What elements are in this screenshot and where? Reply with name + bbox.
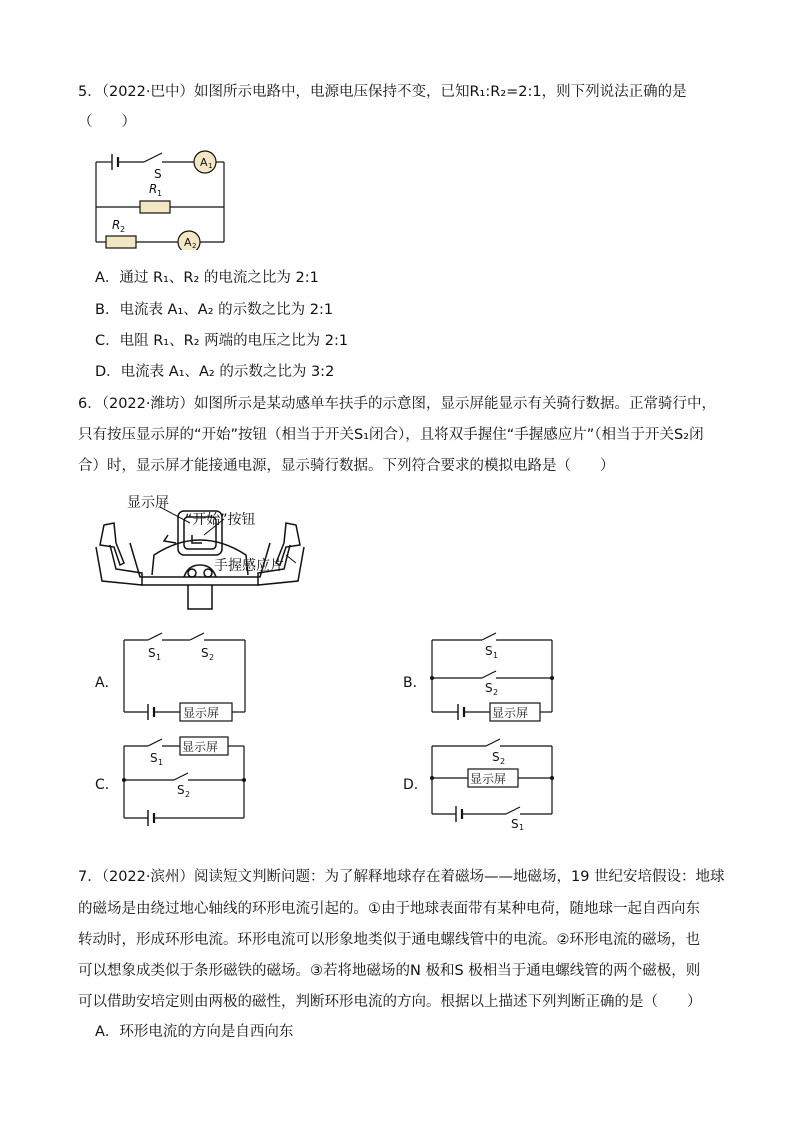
r1-label: R	[149, 182, 158, 196]
q6-option-a-label: A．	[95, 675, 119, 691]
q5-option-b: B．电流表 A₁、A₂ 的示数之比为 2:1	[95, 302, 334, 318]
svg-text:2: 2	[185, 790, 191, 799]
svg-text:S: S	[150, 751, 158, 765]
svg-text:A: A	[184, 236, 192, 249]
ammeter-a2	[178, 231, 200, 250]
svg-text:2: 2	[500, 757, 506, 766]
q6-option-b-label: B．	[403, 675, 427, 691]
q5-option-c: C．电阻 R₁、R₂ 两端的电压之比为 2:1	[95, 333, 349, 349]
q5-option-a: A．通过 R₁、R₂ 的电流之比为 2:1	[95, 270, 319, 286]
svg-text:显示屏: 显示屏	[182, 740, 219, 754]
svg-text:显示屏: 显示屏	[470, 772, 507, 786]
svg-text:S: S	[485, 644, 493, 658]
svg-text:1: 1	[493, 651, 499, 660]
svg-text:显示屏: 显示屏	[492, 706, 529, 720]
q6-stem-line3: 合）时，显示屏才能接通电源，显示骑行数据。下列符合要求的模拟电路是（ ）	[78, 458, 615, 474]
q5-circuit-diagram	[90, 145, 250, 250]
handlebar-figure	[92, 485, 312, 615]
svg-text:2: 2	[209, 653, 215, 662]
screen-label: 显示屏	[127, 495, 169, 511]
svg-text:S: S	[485, 681, 493, 695]
q5-stem-line2: （ ）	[78, 114, 136, 130]
q6-option-d-label: D．	[403, 777, 428, 793]
q7-stem-line3: 转动时，形成环形电流。环形电流可以形象地类似于通电螺线管中的电流。②环形电流的磁场，也	[78, 932, 700, 948]
q7-option-a: A．环形电流的方向是自西向东	[95, 1024, 294, 1040]
svg-text:S: S	[492, 750, 500, 764]
r2-label: R	[112, 218, 121, 232]
q7-stem-line5: 可以借助安培定则由两极的磁性，判断环形电流的方向。根据以上描述下列判断正确的是（ ）	[78, 994, 702, 1010]
q7-stem-line4: 可以想象成类似于条形磁铁的磁场。③若将地磁场的N 极和S 极相当于通电螺线管的两个磁极，则	[78, 963, 701, 979]
ammeter-a1	[194, 151, 216, 173]
svg-text:S: S	[177, 783, 185, 797]
button-label: “开始”按钮	[185, 512, 256, 528]
q6-option-c-circuit	[120, 734, 250, 828]
svg-text:S: S	[201, 646, 209, 660]
svg-text:1: 1	[519, 823, 525, 830]
sensor-label: 手握感应片	[214, 558, 284, 574]
q6-option-a-circuit	[120, 630, 250, 722]
q5-stem-line1: 5．（2022·巴中）如图所示电路中，电源电压保持不变，已知R₁:R₂=2:1，则下列说法正确的是	[78, 84, 687, 100]
svg-text:2: 2	[493, 688, 499, 697]
svg-text:1: 1	[158, 758, 164, 767]
q5-option-d: D．电流表 A₁、A₂ 的示数之比为 3:2	[95, 364, 335, 380]
svg-text:1: 1	[157, 189, 163, 198]
svg-text:S: S	[148, 646, 156, 660]
q7-stem-line2: 的磁场是由绕过地心轴线的环形电流引起的。①由于地球表面带有某种电荷，随地球一起自西向东	[78, 901, 700, 917]
svg-text:显示屏: 显示屏	[183, 706, 220, 720]
q6-option-c-label: C．	[95, 777, 119, 793]
q6-option-d-circuit	[428, 734, 558, 830]
svg-text:2: 2	[120, 225, 126, 234]
q7-stem-line1: 7．（2022·滨州）阅读短文判断问题：为了解释地球存在着磁场——地磁场，19 世纪安培假设：地球	[78, 869, 725, 885]
q6-stem-line2: 只有按压显示屏的“开始”按钮（相当于开关S₁闭合），且将双手握住“手握感应片”（相当于开关S₂闭	[78, 427, 704, 443]
svg-text:1: 1	[208, 162, 213, 170]
switch-label: S	[154, 167, 162, 181]
svg-text:1: 1	[156, 653, 162, 662]
svg-text:2: 2	[192, 242, 197, 250]
svg-text:S: S	[511, 817, 519, 830]
svg-text:A: A	[200, 156, 208, 169]
q6-option-b-circuit	[428, 630, 558, 722]
q6-stem-line1: 6．（2022·潍坊）如图所示是某动感单车扶手的示意图，显示屏能显示有关骑行数据。正常骑行中，	[78, 396, 716, 412]
